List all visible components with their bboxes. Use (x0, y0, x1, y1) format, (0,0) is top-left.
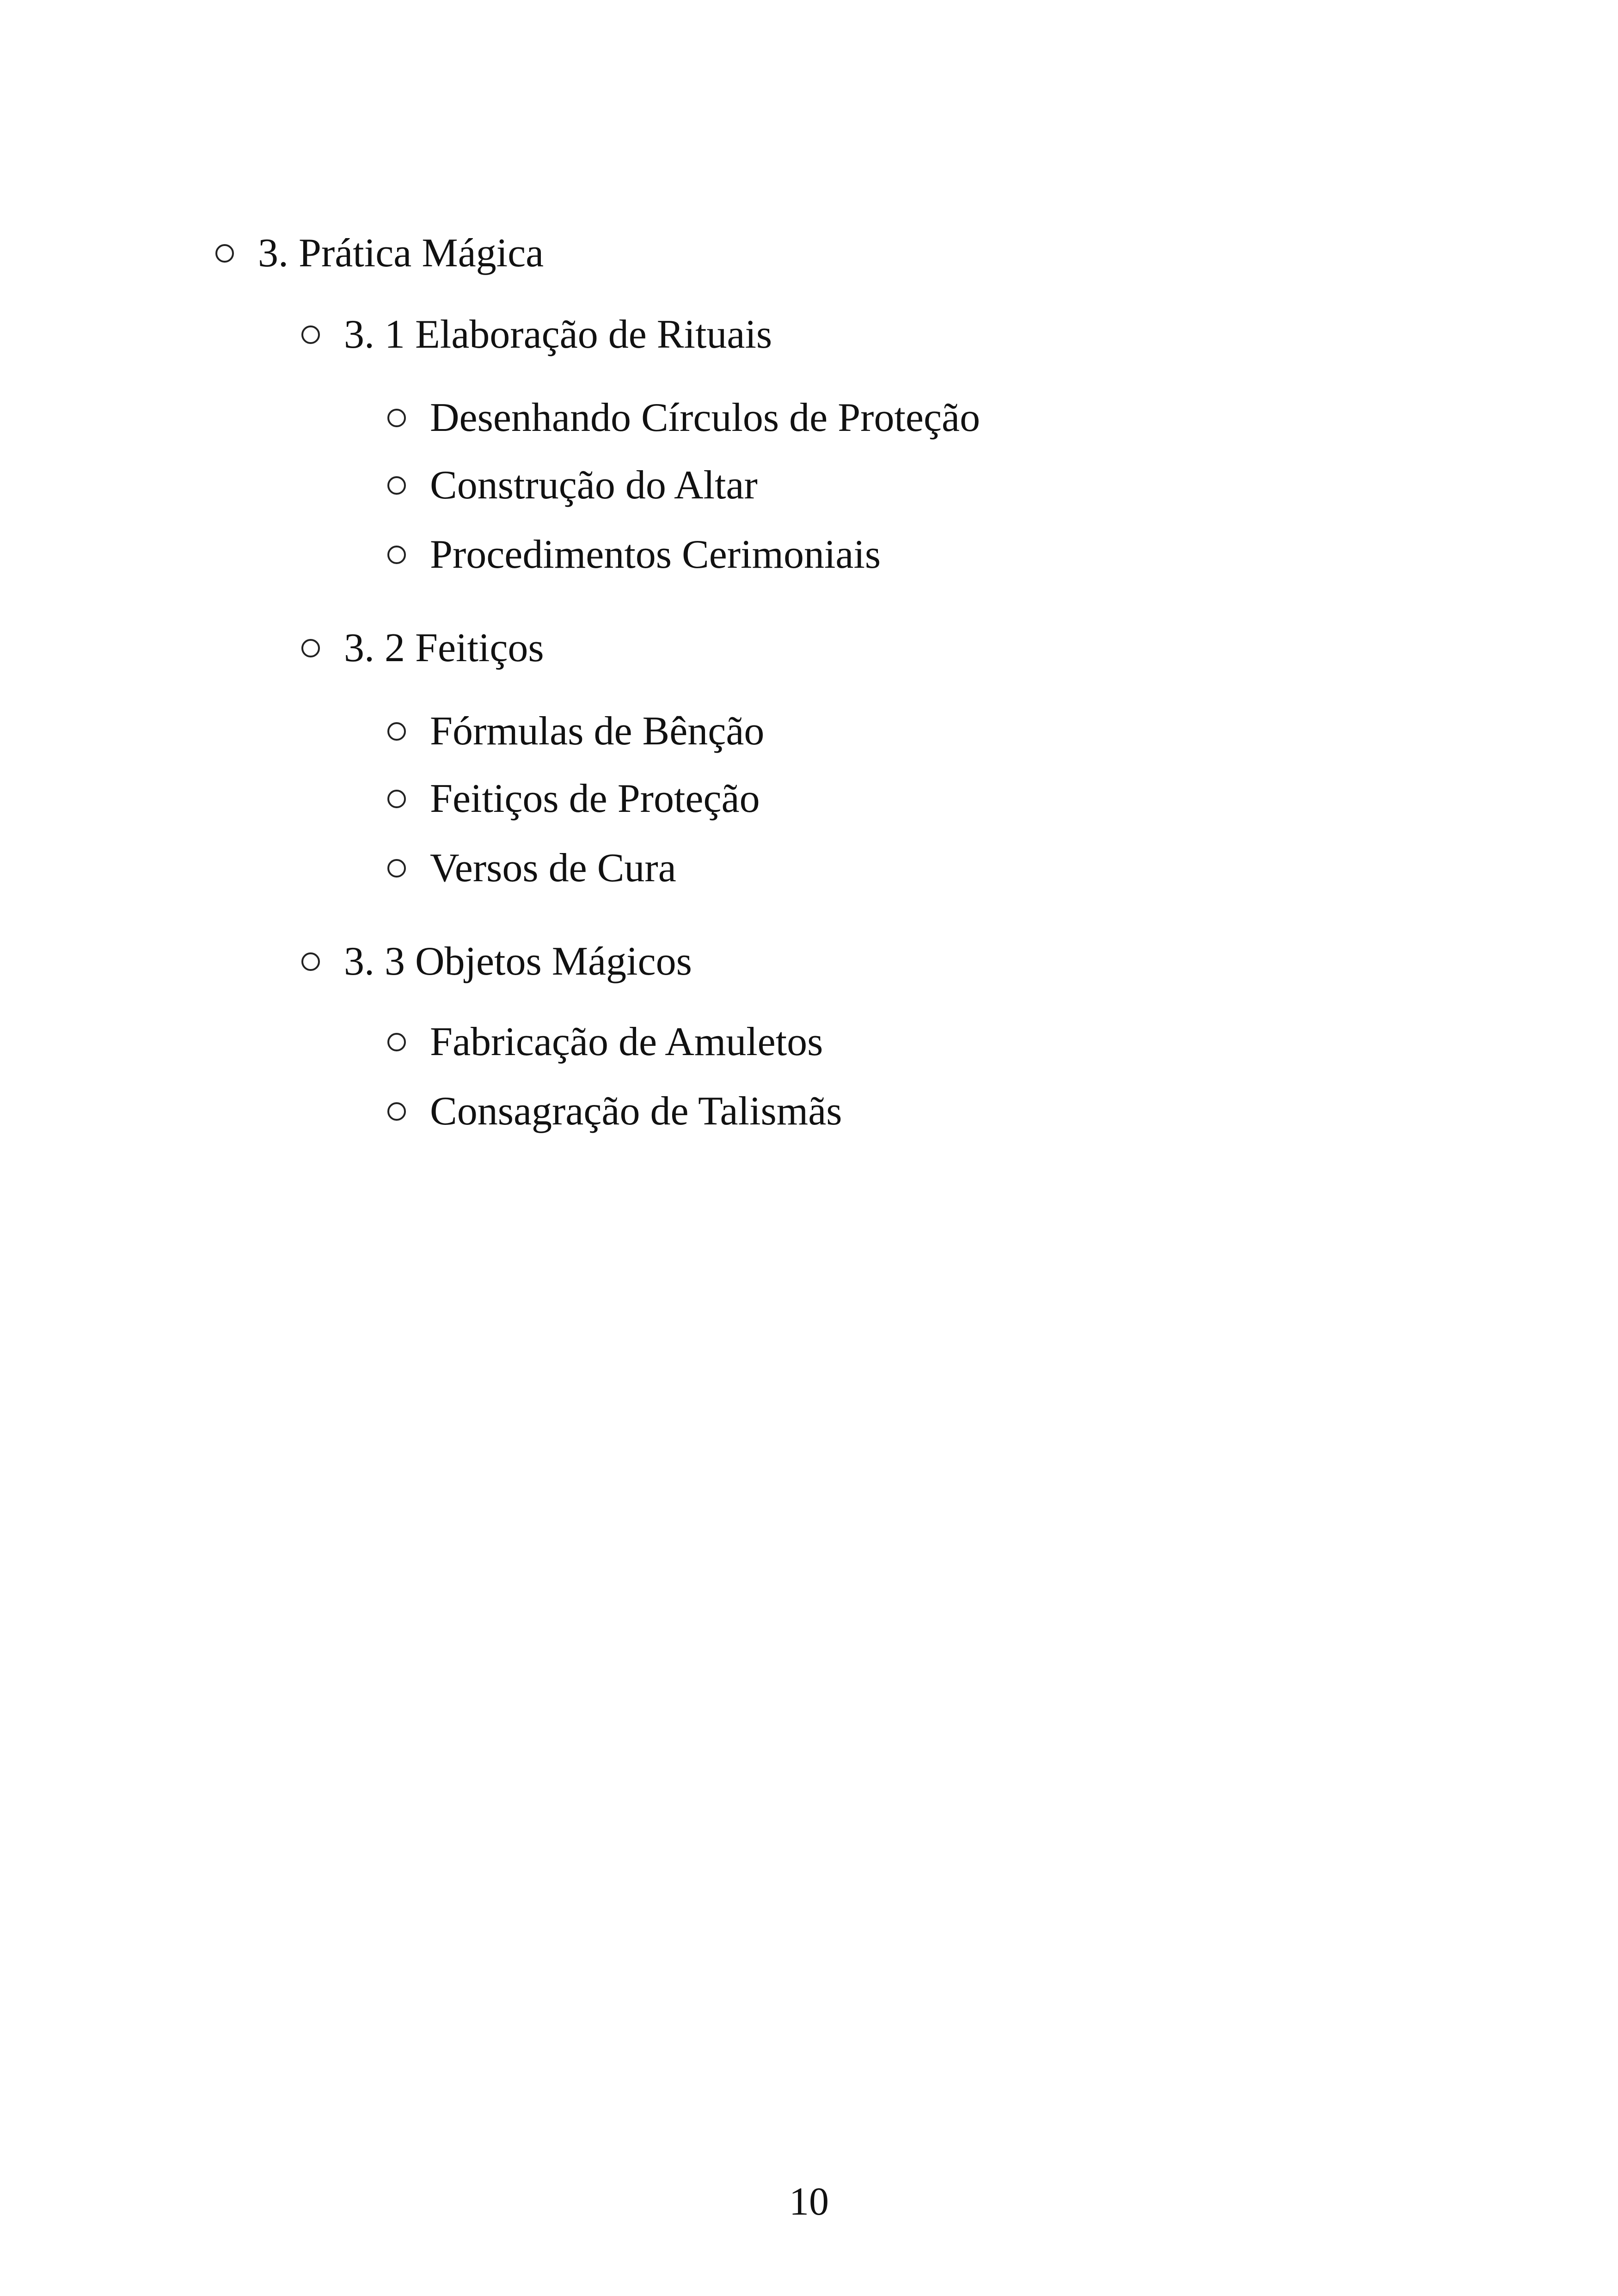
hollow-circle-bullet-icon (387, 722, 406, 741)
list-item-label: Consagração de Talismãs (430, 1089, 842, 1134)
hollow-circle-bullet-icon (387, 790, 406, 808)
outline-list-item (387, 395, 981, 440)
subsection-title: 3. 1 Elaboração de Rituais (344, 312, 772, 357)
list-item-label: Desenhando Círculos de Proteção (430, 395, 981, 440)
outline-list-item (387, 711, 764, 752)
outline-subsection-item (301, 941, 692, 982)
outline-list-item (387, 848, 676, 889)
outline-section-item (215, 233, 544, 274)
hollow-circle-bullet-icon (387, 1102, 406, 1121)
outline-list-item (387, 465, 758, 506)
outline-list-item (387, 1019, 823, 1064)
hollow-circle-bullet-icon (215, 244, 234, 263)
hollow-circle-bullet-icon (387, 859, 406, 878)
list-item-label: Fabricação de Amuletos (430, 1019, 823, 1064)
outline-subsection-item (301, 628, 544, 669)
subsection-title: 3. 3 Objetos Mágicos (344, 939, 692, 984)
section-title: 3. Prática Mágica (258, 231, 544, 276)
list-item-label: Construção do Altar (430, 463, 758, 508)
outline-list-item (387, 1091, 842, 1132)
hollow-circle-bullet-icon (301, 639, 320, 657)
hollow-circle-bullet-icon (387, 409, 406, 427)
subsection-title: 3. 2 Feitiços (344, 626, 544, 670)
hollow-circle-bullet-icon (387, 546, 406, 564)
list-item-label: Feitiços de Proteção (430, 776, 760, 821)
hollow-circle-bullet-icon (301, 952, 320, 971)
outline-list-item (387, 534, 881, 575)
list-item-label: Procedimentos Cerimoniais (430, 532, 881, 577)
list-item-label: Fórmulas de Bênção (430, 709, 765, 754)
list-item-label: Versos de Cura (430, 846, 676, 890)
outline-subsection-item (301, 314, 772, 355)
outline-list-item (387, 776, 760, 821)
hollow-circle-bullet-icon (387, 476, 406, 495)
hollow-circle-bullet-icon (387, 1033, 406, 1051)
hollow-circle-bullet-icon (301, 325, 320, 344)
page-number: 10 (789, 2179, 829, 2223)
